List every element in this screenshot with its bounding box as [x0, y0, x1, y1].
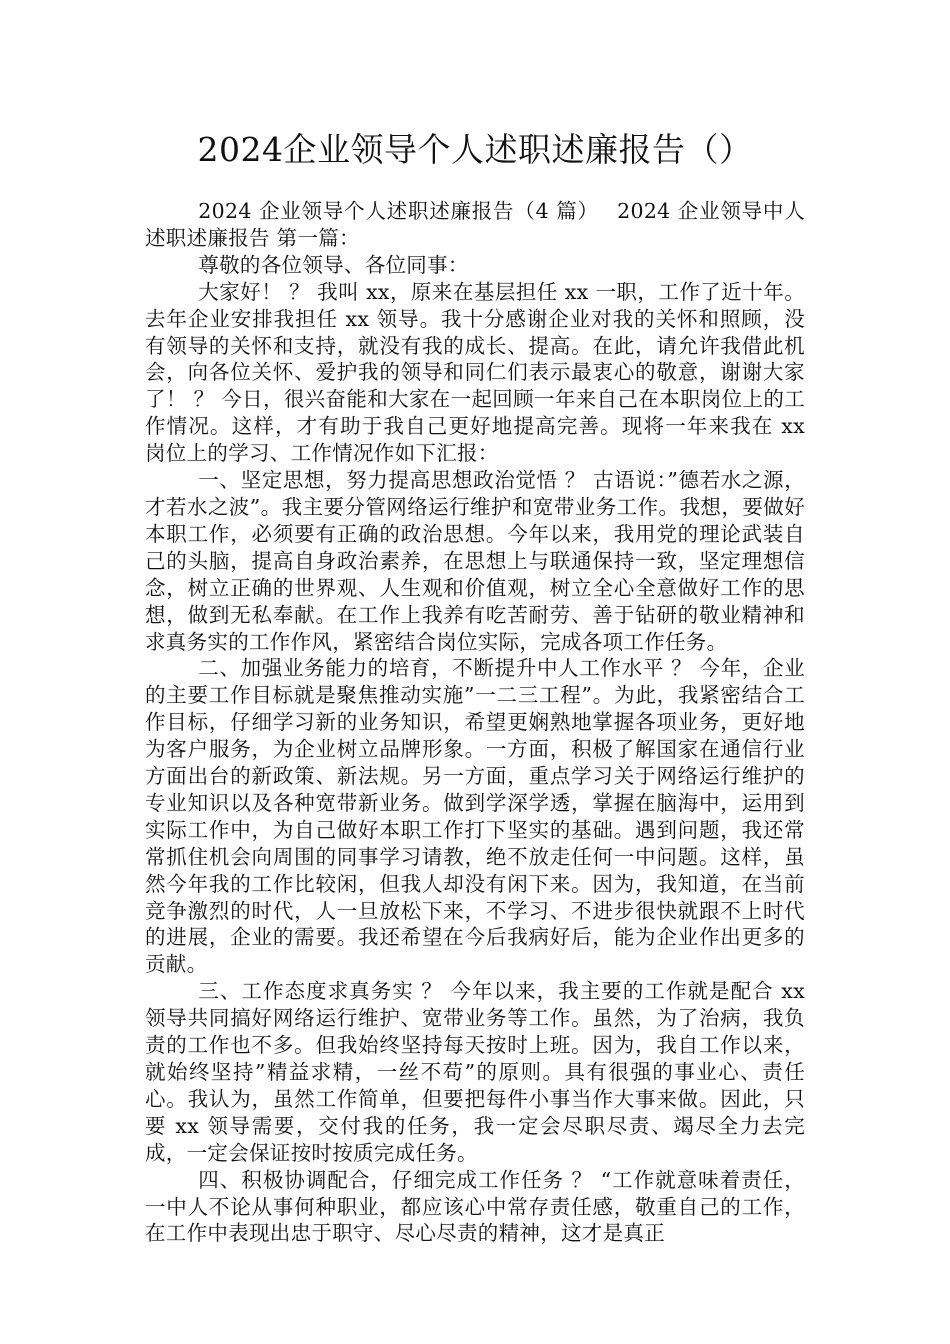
document-body — [145, 198, 805, 1247]
document-title: 2024企业领导个人述职述廉报告（） — [197, 130, 753, 169]
paragraph-heading: 2024 企业领导个人述职述廉报告（4 篇） 2024 企业领导中人述职述廉报告 第一篇： — [145, 199, 805, 250]
paragraph-introduction: 大家好！ ？ 我叫 xx，原来在基层担任 xx 一职，工作了近十年。去年企业安排我担任 xx 领导。我十分感谢企业对我的关怀和照顾，没有领导的关怀和支持，就没有我的成长、提高。在此，请允许我借此机会，向各位关怀、爱护我的领导和同仁们表示最衷心的敬意，谢谢大家了！ ？ 今日，很兴奋能和大家在一起回顾一年来自己在本职岗位上的工作情况。这样，才有助于我自己更好地提高完善。现将一年来我在 xx 岗位上的学习、工作情况作如下汇报： — [145, 279, 805, 466]
paragraph-section-3: 三、工作态度求真务实 ？ 今年以来，我主要的工作就是配合 xx 领导共同搞好网络运行维护、宽带业务等工作。虽然，为了治病，我负责的工作也不多。但我始终坚持每天按时上班。因为，我自工作以来，就始终坚持”精益求精，一丝不苟”的原则。具有很强的事业心、责任心。我认为，虽然工作简单，但要把每件小事当作大事来做。因此，只要 xx 领导需要，交付我的任务，我一定会尽职尽责、竭尽全力去完成，一定会保证按时按质完成任务。 — [145, 979, 805, 1165]
paragraph-salutation: 尊敬的各位领导、各位同事： — [198, 252, 469, 277]
paragraph-section-1: 一、坚定思想，努力提高思想政治觉悟 ？ 古语说：”德若水之源，才若水之波”。我主要分管网络运行维护和宽带业务工作。我想，要做好本职工作，必须要有正确的政治思想。今年以来，我用党的理论武装自己的头脑，提高自身政治素养，在思想上与联通保持一致，坚定理想信念，树立正确的世界观、人生观和价值观，树立全心全意做好工作的思想，做到无私奉献。在工作上我养有吃苦耐劳、善于钻研的敬业精神和求真务实的工作作风，紧密结合岗位实际，完成各项工作任务。 — [145, 468, 805, 654]
paragraph-section-2: 二、加强业务能力的培育，不断提升中人工作水平 ？ 今年，企业的主要工作目标就是聚焦推动实施”一二三工程”。为此，我紧密结合工作目标，仔细学习新的业务知识，希望更娴熟地掌握各项业务，更好地为客户服务，为企业树立品牌形象。一方面，积极了解国家在通信行业方面出台的新政策、新法规。另一方面，重点学习关于网络运行维护的专业知识以及各种宽带新业务。做到学深学透，掌握在脑海中，运用到实际工作中，为自己做好本职工作打下坚实的基础。遇到问题，我还常常抓住机会向周围的同事学习请教，绝不放走任何一中问题。这样，虽然今年我的工作比较闲，但我人却没有闲下来。因为，我知道，在当前竞争激烈的时代，人一旦放松下来，不学习、不进步很快就跟不上时代的进展，企业的需要。我还希望在今后我病好后，能为企业作出更多的贡献。 — [145, 656, 805, 977]
paragraph-section-4: 四、积极协调配合，仔细完成工作任务 ？ “工作就意味着责任，一中人不论从事何种职业，都应该心中常存责任感，敬重自己的工作，在工作中表现出忠于职守、尽心尽责的精神，这才是真正 — [145, 1167, 805, 1246]
